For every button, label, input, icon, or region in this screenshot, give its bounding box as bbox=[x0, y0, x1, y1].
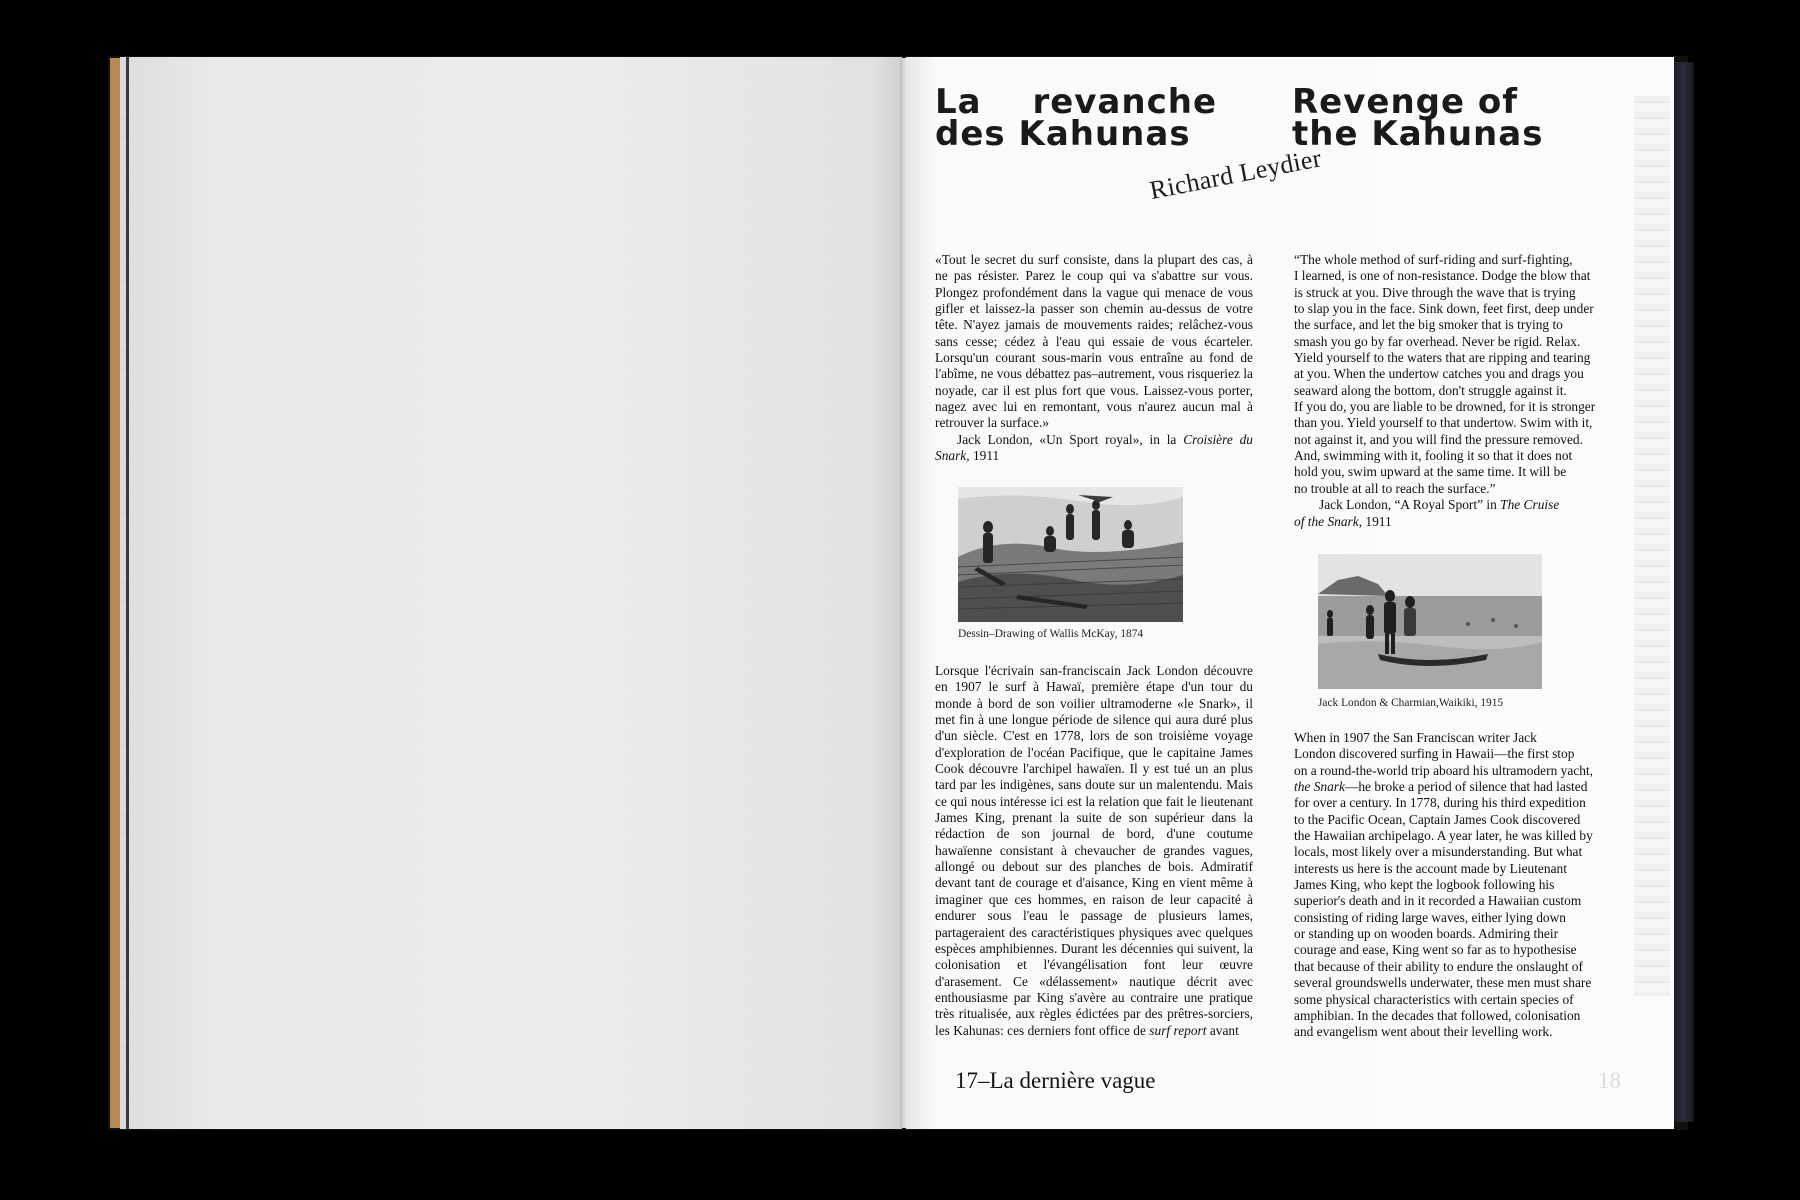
title-english-line-1: Revenge of bbox=[1292, 82, 1519, 122]
body-english-line: for over a century. In 1778, during his third expedition bbox=[1294, 795, 1586, 811]
quote-english-line: than you. Yield yourself to that undertow. Swim with it, bbox=[1294, 415, 1593, 431]
quote-english-line: Yield yourself to the waters that are ripping and tearing bbox=[1294, 350, 1591, 366]
drawing-caption: Dessin–Drawing of Wallis McKay, 1874 bbox=[958, 628, 1144, 640]
page-footer: 17–La dernière vague bbox=[955, 1068, 1156, 1093]
beach-photo-illustration bbox=[1318, 554, 1542, 689]
body-english-line: on a round-the-world trip aboard his ultramodern yacht, bbox=[1294, 762, 1593, 778]
quote-english-line: not against it, and you will find the pressure removed. bbox=[1294, 431, 1583, 447]
quote-english-attribution-work-1: The Cruise bbox=[1500, 497, 1560, 513]
body-english-line-rest: —he broke a period of silence that had lasted bbox=[1344, 779, 1588, 795]
quote-english-line: And, swimming with it, fooling it so that it does not bbox=[1294, 448, 1573, 464]
body-english-line: some physical characteristics with certain species of bbox=[1294, 991, 1574, 1007]
quote-english-attribution-2 bbox=[1294, 514, 1624, 530]
quote-english-line: to slap you in the face. Sink down, feet first, deep under bbox=[1294, 301, 1594, 317]
quote-french-attribution-year: , 1911 bbox=[966, 448, 1000, 464]
body-english-lines bbox=[1294, 795, 1624, 1040]
quote-english-line: the surface, and let the big smoker that is trying to bbox=[1294, 317, 1563, 333]
body-french-text-end: avant bbox=[1206, 1022, 1239, 1038]
body-english-line: London discovered surfing in Hawaii—the first stop bbox=[1294, 746, 1575, 762]
title-english bbox=[1292, 82, 1612, 154]
quote-english-line: smash you go by far overhead. Never be rigid. Relax. bbox=[1294, 333, 1581, 349]
surfers-drawing-illustration bbox=[958, 487, 1183, 622]
quote-english-attribution-text: Jack London, “A Royal Sport” in bbox=[1319, 497, 1501, 513]
author-name: Richard Leydier bbox=[1147, 143, 1324, 206]
quote-english-line: “The whole method of surf-riding and surf-fighting, bbox=[1294, 252, 1573, 267]
quote-french-attribution-work: Croisière du Snark bbox=[935, 431, 1253, 464]
body-english-line: to the Pacific Ocean, Captain James Cook discovered bbox=[1294, 811, 1581, 827]
body-english-line: or standing up on wooden boards. Admiring their bbox=[1294, 926, 1559, 942]
photo-caption: Jack London & Charmian,Waikiki, 1915 bbox=[1318, 697, 1504, 709]
body-english-line: locals, most likely over a misunderstanding. But what bbox=[1294, 844, 1583, 860]
body-english-line: that because of their ability to endure the onslaught of bbox=[1294, 958, 1583, 974]
page-stack-edge bbox=[1674, 62, 1694, 1122]
body-english-line: the Hawaiian archipelago. A year later, he was killed by bbox=[1294, 828, 1593, 844]
title-french-line-2: des Kahunas bbox=[935, 114, 1191, 154]
body-english-line: amphibian. In the decades that followed, colonisation bbox=[1294, 1007, 1581, 1023]
quote-english-line: hold you, swim upward at the same time. It will be bbox=[1294, 464, 1567, 480]
title-french bbox=[935, 82, 1255, 154]
body-english-line bbox=[1294, 779, 1624, 795]
quote-english-line: seaward along the bottom, don't struggle against it. bbox=[1294, 382, 1567, 398]
quote-english-line: at you. When the undertow catches you and drags you bbox=[1294, 366, 1584, 382]
body-french-text: Lorsque l'écrivain san-franciscain Jack London découvre en 1907 le surf à Hawaï, première étape d'un tour du monde à bord de son voilier ultramoderne «le Snark», il met fin à une longue période de silence qui aura duré plus d'un siècle. C'est en 1778, lors de son troisième voyage d'exploration de l'océan Pacifique, que le capitaine James Cook découvre l'archipel hawaïen. Il y est tué un an plus tard par les indigènes, sans doute sur un malentendu. Mais ce qui nous intéresse ici est la relation que fait le lieutenant James King, prenant la suite de son supérieur dans la rédaction de son journal de bord, d'une coutume hawaïenne consistant à chevaucher de grandes vagues, allongé ou debout sur des planches de bois. Admiratif devant tant de courage et d'aisance, King en vient même à imaginer que ces hommes, en raison de leur capacité à endurer sous l'eau le passage de plusieurs lames, partageraient des caractéristiques physiques avec quelques espèces amphibiennes. Durant les décennies qui suivent, la colonisation et l'évangélisation font leur œuvre d'arasement. Ce «délassement» nautique décrit avec enthousiasme par King s'avère au contraire une pratique très ritualisée, aux règles édictées par des prêtres-sorciers, les Kahunas: ces derniers font office de bbox=[935, 663, 1253, 1038]
body-english-line: superior's death and in it recorded a Hawaiian custom bbox=[1294, 893, 1582, 909]
quote-french-text: «Tout le secret du surf consiste, dans la plupart des cas, à ne pas résister. Parez le coup qui va s'abattre sur vous. Plongez profondément dans la vague qui menace de vous gifler et laissez-la passer son chemin au-dessus de votre tête. N'ayez jamais de mouvements raides; relâchez-vous sans cesse; cédez à l'eau qui essaie de vous écarteler. Lorsqu'un courant sous-marin vous entraîne au fond de l'abîme, ne vous débattez pas–autrement, vous risqueriez la noyade, car il est plus fort que vous. Laissez-vous porter, nagez avec lui en remontant, vous n'aurez aucun mal à retrouver la surface.» bbox=[935, 252, 1253, 431]
body-english bbox=[1294, 730, 1624, 1041]
body-english-line: consisting of riding large waves, either lying down bbox=[1294, 909, 1566, 925]
drawing-wallis-mckay bbox=[958, 487, 1183, 622]
quote-english-lines bbox=[1294, 252, 1624, 497]
quote-english-attribution-year: , 1911 bbox=[1358, 513, 1392, 529]
quote-english-line: no trouble at all to reach the surface.” bbox=[1294, 480, 1496, 496]
left-page-show-through bbox=[120, 57, 902, 1129]
body-english-italic: the Snark bbox=[1294, 779, 1345, 795]
body-english-line: several groundswells underwater, these men must share bbox=[1294, 975, 1592, 991]
body-english-line: When in 1907 the San Franciscan writer Jack bbox=[1294, 730, 1537, 745]
left-page-blank bbox=[120, 57, 902, 1129]
quote-english-line: I learned, is one of non-resistance. Dodge the blow that bbox=[1294, 268, 1591, 284]
quote-english-attribution-work-2: of the Snark bbox=[1294, 513, 1359, 529]
quote-french-attribution bbox=[935, 432, 1253, 465]
quote-english bbox=[1294, 252, 1624, 530]
body-english-line: and evangelism went about their levelling work. bbox=[1294, 1024, 1553, 1040]
quote-english-line: If you do, you are liable to be drowned, for it is stronger bbox=[1294, 399, 1596, 415]
body-english-line: courage and ease, King went so far as to hypothesise bbox=[1294, 942, 1577, 958]
quote-french-attribution-text: Jack London, «Un Sport royal», in la bbox=[957, 431, 1184, 447]
show-through-text bbox=[1634, 96, 1670, 996]
body-french bbox=[935, 663, 1253, 1039]
quote-english-attribution bbox=[1294, 497, 1624, 513]
quote-english-line: is struck at you. Dive through the wave that is trying bbox=[1294, 284, 1576, 300]
photo-jack-london-charmian bbox=[1318, 554, 1542, 689]
body-french-paragraph bbox=[935, 663, 1253, 1039]
title-french-line-1: La revanche bbox=[935, 82, 1218, 122]
ghost-page-number: 18 bbox=[1598, 1068, 1621, 1093]
body-english-line: James King, who kept the logbook following his bbox=[1294, 877, 1555, 893]
title-english-line-2: the Kahunas bbox=[1292, 114, 1544, 154]
body-french-italic: surf report bbox=[1149, 1022, 1207, 1038]
body-english-line: interests us here is the account made by Lieutenant bbox=[1294, 860, 1567, 876]
quote-french bbox=[935, 252, 1253, 464]
